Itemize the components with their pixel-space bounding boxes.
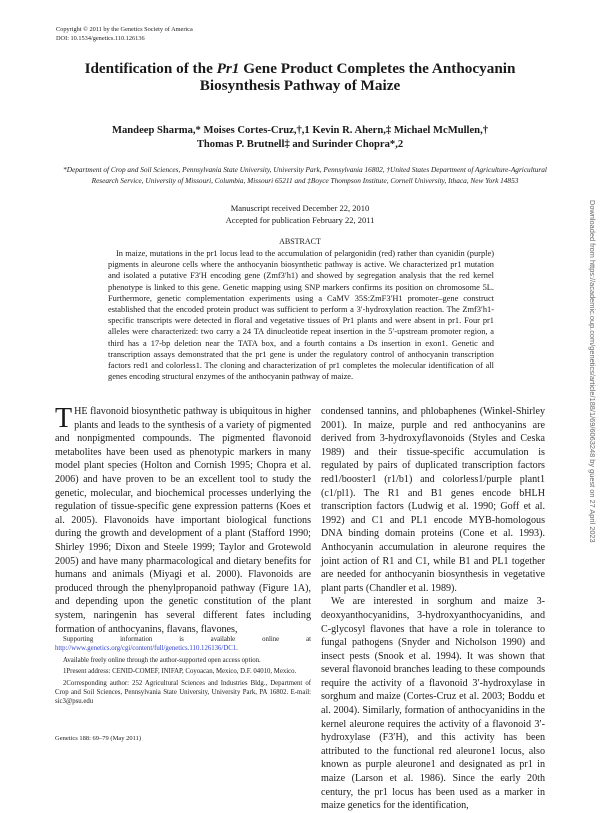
drop-cap: T xyxy=(55,403,73,434)
abstract-text: In maize, mutations in the pr1 locus lead to the accumulation of pelargonidin (red) rather than cyanidin (purple) pigments in aleurone cells where the anthocyanin biosynthetic pathway is active. We characterized pr1 mutation and isolated a putative F3′H encoding gene (Zmf3′h1) and showed by segregation analysis that the red kernel phenotype is linked to this gene. Genetic mapping using SNP markers confirms its position on chromosome 5L. Furthermore, genetic complementation experiments using a CaMV 35S:ZmF3′H1 promoter–gene construct established that the encoded protein product was sufficient to perform a 3′-hydroxylation reaction. The Zmf3′h1-specific transcripts were detected in floral and vegetative tissues of Pr1 plants and were absent in pr1. Four pr1 alleles were characterized: two carry a 24 TA dinucleotide repeat insertion in the 5′-upstream promoter region, a third has a 17-bp deletion near the TATA box, and a fourth contains a Ds insertion in exon1. Genetic and transcription assays demonstrated that the pr1 gene is under the regulatory control of anthocyanin transcription factors red1 and colorless1. The cloning and characterization of pr1 completes the molecular identification of all genes encoding structural enzymes of the anthocyanin pathway of maize. xyxy=(108,249,494,382)
intro-paragraph-continued: condensed tannins, and phlobaphenes (Winkel-Shirley 2001). In maize, purple and red anthocyanins are derived from 3-hydroxyflavonoids (Styles and Ceska 1989) and their tissue-specific accumulation is regulated by pairs of duplicated transcription factors red1/booster1 (r1/b1) and colorless1/purple plant1 (c1/pl1). The R1 and B1 genes encode bHLH transcription factors (Ludwig et al. 1990; Goff et al. 1992) and C1 and PL1 encode MYB-homologous DNA binding domain proteins (Cone et al. 1993). Anthocyanin accumulation in aleurone requires the joint action of R1 and C1, while B1 and PL1 together are needed for anthocyanin biosynthesis in vegetative plant parts (Chandler et al. 1989). xyxy=(321,406,545,594)
intro-text: HE flavonoid biosynthetic pathway is ubiquitous in higher plants and leads to the synthesis of a variety of pigmented and nonpigmented compounds. The pigmented flavonoid metabolites have been used as phenotypic markers in many model plant species (Holton and Cornish 1995; Chopra et al. 2006) and have proven to be an excellent tool to study the genetic, molecular, and biochemical processes underlying the regulation of tissue-specific gene expression patterns (Koes et al. 2005). Flavonoids have important biological functions during the growth and development of a plant (Stafford 1990; Shirley 1996; Dixon and Steele 1999; Taylor and Grotewold 2005) and have many pharmacological and dietary benefits for humans and animals (Miyagi et al. 2000). Flavonoids are produced through the phenylpropanoid pathway (Figure 1A), and depending upon the genetic constitution of the plant system, naringenin has several different fates including formation of anthocyanins, flavans, flavones, xyxy=(55,406,311,635)
footnote-supporting-text: Supporting information is available online at xyxy=(63,636,311,643)
download-watermark-text: Downloaded from https://academic.oup.com/genetics/article/188/1/69/6063248 by guest on 27 April 2023 xyxy=(588,200,597,543)
copyright-line: Copyright © 2011 by the Genetics Society of America xyxy=(56,26,193,33)
affiliations: *Department of Crop and Soil Sciences, Pennsylvania State University, University Park, Pennsylvania 16802, †United States Department of Agriculture-Agricultural Research Service, University of Missouri, Columbia, Missouri 65211 and ‡Boyce Thompson Institute, Cornell University, Ithaca, New York 14853 xyxy=(63,165,547,185)
authors-line-2: Thomas P. Brutnell‡ and Surinder Chopra*,2 xyxy=(196,139,404,150)
author-list xyxy=(60,124,540,152)
accepted-date: Accepted for publication February 22, 2011 xyxy=(225,214,375,225)
body-left-column xyxy=(55,405,311,636)
supporting-info-link[interactable]: http://www.genetics.org/cgi/content/full/genetics.110.126136/DC1 xyxy=(55,644,237,652)
footnote-supporting-info xyxy=(55,636,311,654)
footnotes xyxy=(55,636,311,710)
title-part1: Identification of the xyxy=(84,60,217,77)
copyright-notice xyxy=(56,26,193,43)
footnote-period: . xyxy=(236,644,238,652)
abstract-heading: ABSTRACT xyxy=(279,237,321,246)
body-right-column xyxy=(321,405,545,813)
intro-paragraph-2: We are interested in sorghum and maize 3-deoxyanthocyanidins, 3-hydroxyanthocyanidins, and C-glycosyl flavones that have a role in tolerance to fungal pathogens (Snyder and Nicholson 1990) and insect pests (Snook et al. 1994). It was shown that several flavonoid branches leading to these compounds require the activity of a flavonoid 3′-hydroxylase in sorghum and maize (Cortes-Cruz et al. 2003; Boddu et al. 2004). Similarly, formation of anthocyanidins in the kernel aleurone requires the activity of a flavonoid 3′-hydroxylase (F3′H), and this activity has been attributed to the functional red aleurone1 locus, also known as purple aleurone1 and designated as pr1 in maize (Larson et al. 1986). Since the early 20th century, the pr1 locus has been used as a marker in maize genetics for the identification, xyxy=(321,596,545,812)
manuscript-dates xyxy=(60,203,540,226)
journal-reference: Genetics 188: 69–79 (May 2011) xyxy=(55,735,142,742)
footnote-present-address: 1Present address: CENID-COMEF, INIFAP, Coyoacan, Mexico, D.F. 04010, Mexico. xyxy=(63,668,297,676)
footnote-corresponding-author: 2Corresponding author: 252 Agricultural Sciences and Industries Bldg., Department of Crop and Soil Sciences, Pennsylvania State University, University Park, PA 16802. E-mail: sic3@psu.edu xyxy=(55,680,311,705)
download-watermark xyxy=(585,200,599,620)
intro-paragraph-1 xyxy=(55,405,311,636)
paper-title xyxy=(60,60,540,94)
received-date: Manuscript received December 22, 2010 xyxy=(230,203,370,213)
title-part2: Gene Product Completes the Anthocyanin Biosynthesis Pathway of Maize xyxy=(199,60,516,94)
footnote-open-access: Available freely online through the author-supported open access option. xyxy=(63,656,261,664)
authors-line-1: Mandeep Sharma,* Moises Cortes-Cruz,†,1 Kevin R. Ahern,‡ Michael McMullen,† xyxy=(111,125,489,136)
doi-line: DOI: 10.1534/genetics.110.126136 xyxy=(56,34,145,42)
title-gene: Pr1 xyxy=(216,60,240,77)
